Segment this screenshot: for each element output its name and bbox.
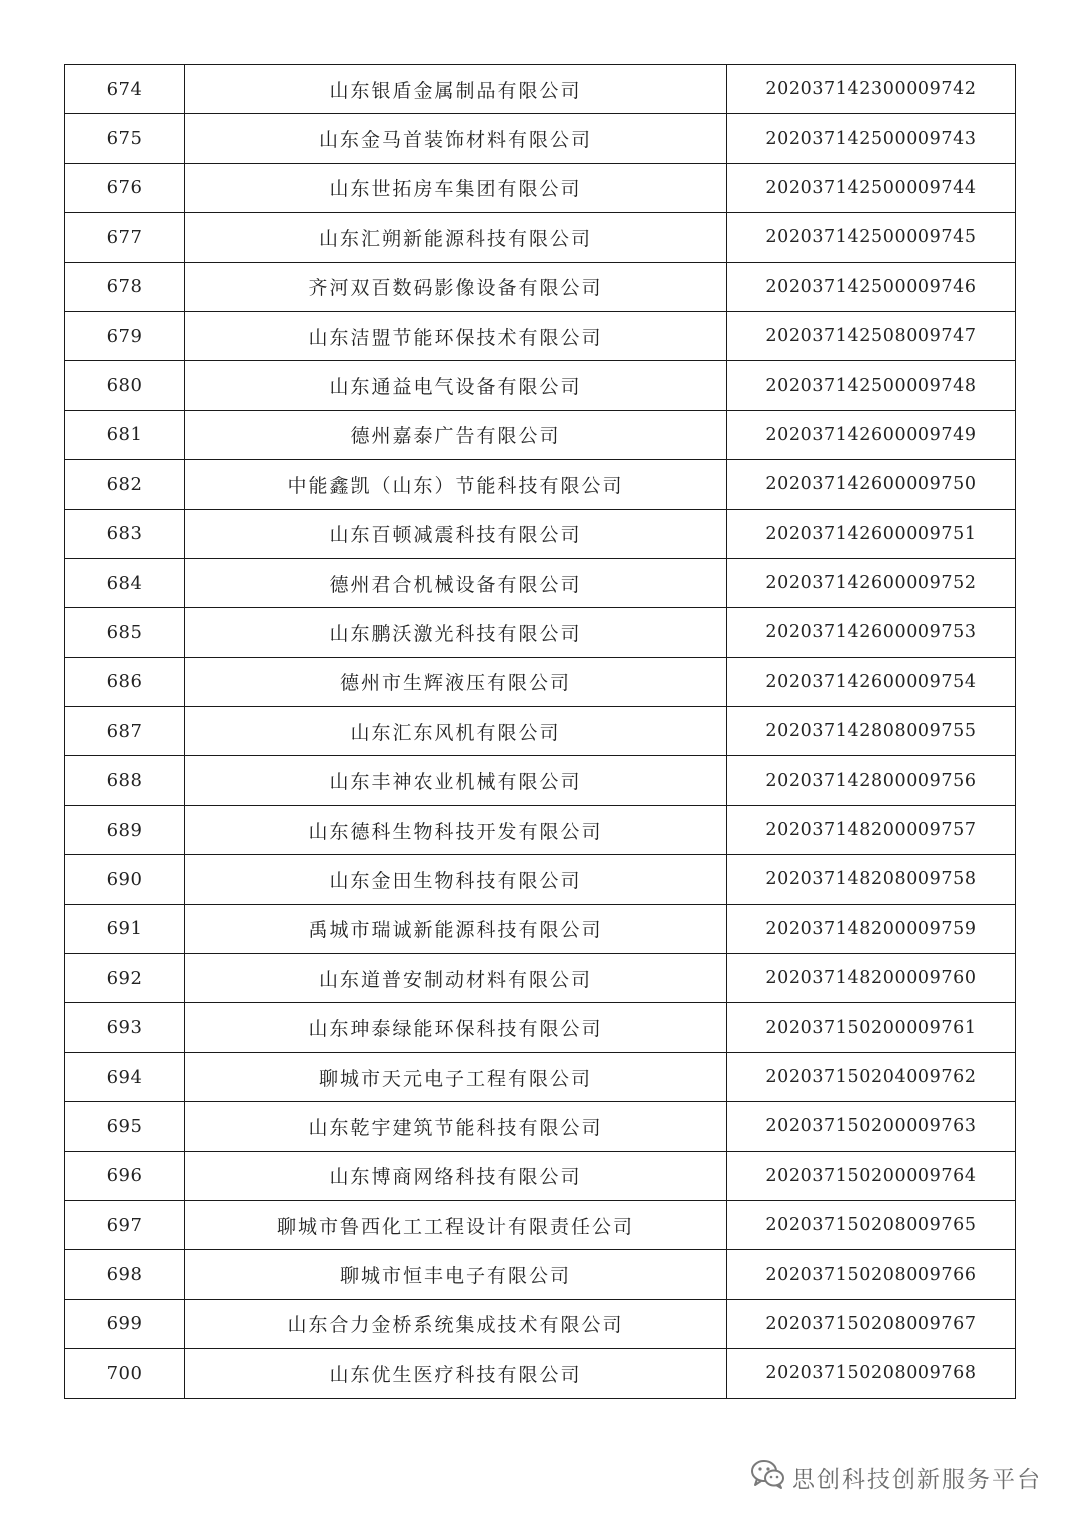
row-index-cell: 688 — [65, 756, 185, 805]
row-index-cell: 693 — [65, 1003, 185, 1052]
registration-code-cell: 202037142508009747 — [727, 311, 1016, 360]
row-index-cell: 695 — [65, 1102, 185, 1151]
table-row — [65, 954, 1016, 1003]
company-registry-table — [64, 64, 1016, 1399]
row-index-cell: 696 — [65, 1151, 185, 1200]
table-row — [65, 558, 1016, 607]
registration-code-cell: 202037148208009758 — [727, 855, 1016, 904]
table-row — [65, 460, 1016, 509]
table-row — [65, 311, 1016, 360]
company-name-cell: 聊城市鲁西化工工程设计有限责任公司 — [185, 1200, 727, 1249]
registration-code-cell: 202037142500009744 — [727, 163, 1016, 212]
company-name-cell: 德州市生辉液压有限公司 — [185, 657, 727, 706]
registration-code-cell: 202037142600009753 — [727, 608, 1016, 657]
row-index-cell: 678 — [65, 262, 185, 311]
company-name-cell: 山东金马首装饰材料有限公司 — [185, 114, 727, 163]
table-row — [65, 361, 1016, 410]
registration-code-cell: 202037142600009752 — [727, 558, 1016, 607]
table-row — [65, 904, 1016, 953]
company-name-cell: 山东珅泰绿能环保科技有限公司 — [185, 1003, 727, 1052]
company-name-cell: 山东银盾金属制品有限公司 — [185, 65, 727, 114]
watermark-text: 思创科技创新服务平台 — [792, 1466, 1042, 1493]
company-name-cell: 山东鹏沃激光科技有限公司 — [185, 608, 727, 657]
table-row — [65, 756, 1016, 805]
registration-code-cell: 202037150208009766 — [727, 1250, 1016, 1299]
row-index-cell: 686 — [65, 657, 185, 706]
table-row — [65, 805, 1016, 854]
table-row — [65, 1200, 1016, 1249]
company-name-cell: 山东百顿减震科技有限公司 — [185, 509, 727, 558]
registration-code-cell: 202037142500009746 — [727, 262, 1016, 311]
row-index-cell: 685 — [65, 608, 185, 657]
table-row — [65, 1349, 1016, 1398]
table-row — [65, 608, 1016, 657]
table-row — [65, 114, 1016, 163]
registration-code-cell: 202037150208009765 — [727, 1200, 1016, 1249]
row-index-cell: 683 — [65, 509, 185, 558]
table-row — [65, 1299, 1016, 1348]
row-index-cell: 676 — [65, 163, 185, 212]
registration-code-cell: 202037150200009764 — [727, 1151, 1016, 1200]
row-index-cell: 694 — [65, 1052, 185, 1101]
row-index-cell: 698 — [65, 1250, 185, 1299]
registration-code-cell: 202037142600009751 — [727, 509, 1016, 558]
watermark — [750, 1458, 1042, 1496]
company-name-cell: 山东乾宇建筑节能科技有限公司 — [185, 1102, 727, 1151]
table-row — [65, 1003, 1016, 1052]
company-name-cell: 山东洁盟节能环保技术有限公司 — [185, 311, 727, 360]
registration-code-cell: 202037142500009745 — [727, 213, 1016, 262]
registration-code-cell: 202037150200009763 — [727, 1102, 1016, 1151]
table-row — [65, 262, 1016, 311]
table-row — [65, 410, 1016, 459]
table-row — [65, 213, 1016, 262]
company-name-cell: 聊城市恒丰电子有限公司 — [185, 1250, 727, 1299]
registration-code-cell: 202037148200009759 — [727, 904, 1016, 953]
registration-code-cell: 202037142300009742 — [727, 65, 1016, 114]
row-index-cell: 689 — [65, 805, 185, 854]
table-row — [65, 509, 1016, 558]
company-name-cell: 中能鑫凯（山东）节能科技有限公司 — [185, 460, 727, 509]
registration-code-cell: 202037150208009768 — [727, 1349, 1016, 1398]
row-index-cell: 690 — [65, 855, 185, 904]
row-index-cell: 687 — [65, 707, 185, 756]
wechat-icon — [750, 1458, 786, 1496]
row-index-cell: 674 — [65, 65, 185, 114]
company-name-cell: 德州君合机械设备有限公司 — [185, 558, 727, 607]
row-index-cell: 677 — [65, 213, 185, 262]
company-name-cell: 齐河双百数码影像设备有限公司 — [185, 262, 727, 311]
registration-code-cell: 202037142500009748 — [727, 361, 1016, 410]
table-row — [65, 707, 1016, 756]
registration-code-cell: 202037142800009756 — [727, 756, 1016, 805]
registration-code-cell: 202037142808009755 — [727, 707, 1016, 756]
row-index-cell: 692 — [65, 954, 185, 1003]
registration-code-cell: 202037148200009760 — [727, 954, 1016, 1003]
table-row — [65, 657, 1016, 706]
company-name-cell: 山东丰神农业机械有限公司 — [185, 756, 727, 805]
company-name-cell: 山东合力金桥系统集成技术有限公司 — [185, 1299, 727, 1348]
registration-code-cell: 202037150204009762 — [727, 1052, 1016, 1101]
registration-code-cell: 202037150200009761 — [727, 1003, 1016, 1052]
table-row — [65, 163, 1016, 212]
row-index-cell: 682 — [65, 460, 185, 509]
registration-code-cell: 202037150208009767 — [727, 1299, 1016, 1348]
row-index-cell: 697 — [65, 1200, 185, 1249]
company-name-cell: 山东汇东风机有限公司 — [185, 707, 727, 756]
registration-code-cell: 202037142600009749 — [727, 410, 1016, 459]
table-row — [65, 65, 1016, 114]
row-index-cell: 700 — [65, 1349, 185, 1398]
company-name-cell: 山东金田生物科技有限公司 — [185, 855, 727, 904]
row-index-cell: 699 — [65, 1299, 185, 1348]
company-name-cell: 山东道普安制动材料有限公司 — [185, 954, 727, 1003]
company-name-cell: 德州嘉泰广告有限公司 — [185, 410, 727, 459]
row-index-cell: 681 — [65, 410, 185, 459]
table-body — [65, 65, 1016, 1399]
row-index-cell: 675 — [65, 114, 185, 163]
row-index-cell: 684 — [65, 558, 185, 607]
company-name-cell: 聊城市天元电子工程有限公司 — [185, 1052, 727, 1101]
company-name-cell: 山东汇朔新能源科技有限公司 — [185, 213, 727, 262]
company-name-cell: 山东通益电气设备有限公司 — [185, 361, 727, 410]
table-row — [65, 1052, 1016, 1101]
table-row — [65, 1250, 1016, 1299]
company-name-cell: 山东优生医疗科技有限公司 — [185, 1349, 727, 1398]
row-index-cell: 691 — [65, 904, 185, 953]
company-name-cell: 禹城市瑞诚新能源科技有限公司 — [185, 904, 727, 953]
company-name-cell: 山东世拓房车集团有限公司 — [185, 163, 727, 212]
table-row — [65, 1151, 1016, 1200]
company-name-cell: 山东德科生物科技开发有限公司 — [185, 805, 727, 854]
registration-code-cell: 202037142500009743 — [727, 114, 1016, 163]
company-name-cell: 山东博商网络科技有限公司 — [185, 1151, 727, 1200]
table-row — [65, 855, 1016, 904]
registration-code-cell: 202037148200009757 — [727, 805, 1016, 854]
registration-code-cell: 202037142600009750 — [727, 460, 1016, 509]
table-row — [65, 1102, 1016, 1151]
row-index-cell: 680 — [65, 361, 185, 410]
row-index-cell: 679 — [65, 311, 185, 360]
registration-code-cell: 202037142600009754 — [727, 657, 1016, 706]
